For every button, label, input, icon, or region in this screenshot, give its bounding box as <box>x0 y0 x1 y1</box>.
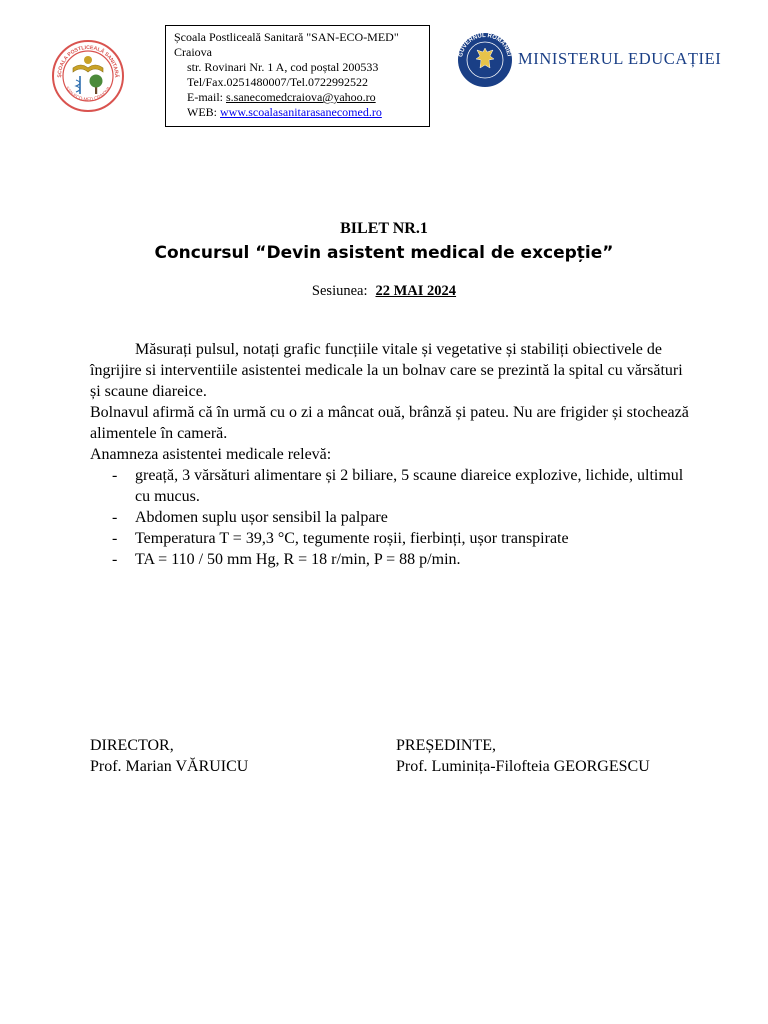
school-address: str. Rovinari Nr. 1 A, cod poștal 200533 <box>187 60 379 74</box>
session-label: Sesiunea: <box>311 283 368 299</box>
session-date: 22 MAI 2024 <box>375 283 457 299</box>
list-item-text: TA = 110 / 50 mm Hg, R = 18 r/min, P = 88 p/min. <box>135 551 461 568</box>
emblem-ring-text: GUVERNUL ROMÂNIEI <box>458 32 512 58</box>
list-item-text: Temperatura T = 39,3 °C, tegumente roșii, fierbinți, ușor transpirate <box>135 530 569 547</box>
seal-ring-text-bottom: SAN-ECO-MED CRAIOVA <box>64 85 112 102</box>
ministry-logo <box>456 32 738 88</box>
web-link[interactable]: www.scoalasanitarasanecomed.ro <box>220 105 382 119</box>
email-label: E-mail: <box>187 90 226 104</box>
school-phone: Tel/Fax.0251480007/Tel.0722992522 <box>187 75 368 89</box>
government-emblem-icon <box>456 32 514 88</box>
director-role: DIRECTOR, <box>90 737 174 754</box>
school-web-row <box>174 105 421 120</box>
director-name: Prof. Marian VĂRUICU <box>90 758 249 775</box>
task-paragraph-1: Măsurați pulsul, notați grafic funcțiile vitale și vegetative și stabiliți obiectivele de îngrijire si interventiile asistentei medicale la un bolnav care se prezintă la spital cu vărsături și scaune diareice. <box>90 341 683 400</box>
seal-ring-text-top: ȘCOALA POSTLICEALĂ SANITARĂ <box>56 44 120 78</box>
session-line <box>0 283 768 300</box>
task-paragraph-3: Anamneza asistentei medicale relevă: <box>90 446 332 463</box>
president-name: Prof. Luminița-Filofteia GEORGESCU <box>396 758 650 775</box>
task-body <box>90 339 690 570</box>
list-item <box>90 549 690 570</box>
school-city: Craiova <box>174 45 212 59</box>
findings-list <box>90 465 690 570</box>
school-seal-icon <box>51 38 125 114</box>
director-signature-block <box>90 735 248 777</box>
bullet-dash: - <box>112 467 118 484</box>
contest-title: Concursul “Devin asistent medical de excepție” <box>154 243 614 263</box>
list-item <box>90 465 690 507</box>
school-info-box <box>165 25 430 127</box>
school-name: Școala Postliceală Sanitară "SAN-ECO-MED" <box>174 30 399 44</box>
email-link[interactable]: s.sanecomedcraiova@yahoo.ro <box>226 90 376 104</box>
school-logo <box>51 38 125 114</box>
bullet-dash: - <box>112 551 118 568</box>
list-item <box>90 507 690 528</box>
president-signature-block <box>396 735 650 777</box>
ministry-name: MINISTERUL EDUCAȚIEI <box>518 49 722 68</box>
ticket-number: BILET NR.1 <box>340 220 428 237</box>
president-role: PREȘEDINTE, <box>396 737 496 754</box>
list-item-text: greață, 3 vărsături alimentare și 2 biliare, 5 scaune diareice explozive, lichide, ultimul cu mucus. <box>135 467 684 505</box>
bullet-dash: - <box>112 509 118 526</box>
web-label: WEB: <box>187 105 220 119</box>
school-email-row <box>174 90 421 105</box>
list-item-text: Abdomen suplu ușor sensibil la palpare <box>135 509 388 526</box>
task-paragraph-2: Bolnavul afirmă că în urmă cu o zi a mâncat ouă, brânză și pateu. Nu are frigider și stochează alimentele în cameră. <box>90 404 689 442</box>
list-item <box>90 528 690 549</box>
bullet-dash: - <box>112 530 118 547</box>
